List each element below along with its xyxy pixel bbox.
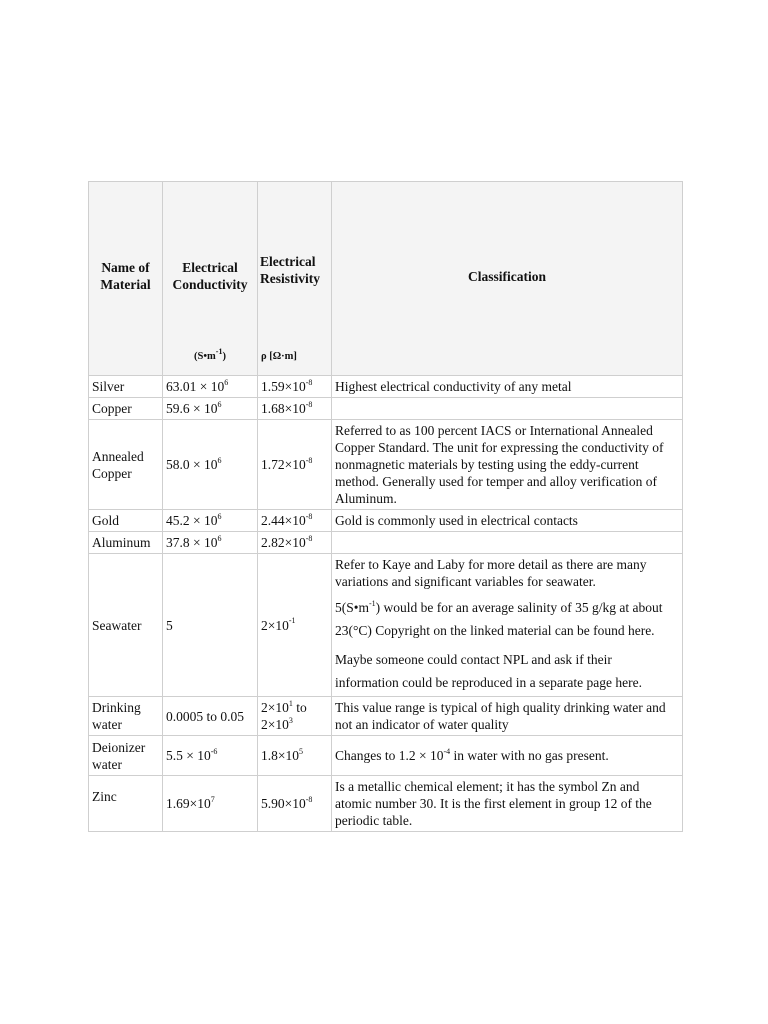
classification-text: Is a metallic chemical element; it has the symbol Zn and atomic number 30. It is the first element in group 12 of the periodic table.: [332, 776, 683, 832]
classification-text: Highest electrical conductivity of any metal: [332, 376, 683, 398]
classification-text: Changes to $1.2 \times 10^{-4}$ in water with no gas present.: [332, 736, 683, 776]
resistivity-value: $1.8\times 10^5$: [258, 736, 332, 776]
classification-text: Gold is commonly used in electrical contacts: [332, 510, 683, 532]
resistivity-value: $1.72\times 10^{-8}$: [258, 420, 332, 510]
resistivity-value: $2\times 10^1$ to $2\times 10^3$: [258, 697, 332, 736]
conductivity-value: $37.8 \times 10^6$: [163, 532, 258, 554]
resistivity-value: $5.90\times 10^{-8}$: [258, 776, 332, 832]
classification-text: [332, 554, 683, 697]
material-name: Aluminum: [89, 532, 163, 554]
material-name: Annealed Copper: [89, 420, 163, 510]
header-classification-label: Classification: [467, 269, 546, 284]
table-row: [89, 510, 683, 532]
classification-paragraph: Maybe someone could contact NPL and ask if their information could be reproduced in a separate page here.: [335, 652, 642, 690]
resistivity-value: $2.82\times 10^{-8}$: [258, 532, 332, 554]
classification-text: This value range is typical of high quality drinking water and not an indicator of water quality: [332, 697, 683, 736]
table-row: [89, 697, 683, 736]
header-resistivity-label: Electrical Resistivity: [260, 254, 320, 286]
conductivity-value: $1.69\times 10^7$: [163, 776, 258, 832]
conductivity-value: $59.6 \times 10^6$: [163, 398, 258, 420]
table-row: [89, 776, 683, 832]
header-conductivity: [163, 182, 258, 376]
conductivity-value: 5: [163, 554, 258, 697]
classification-text: Referred to as 100 percent IACS or International Annealed Copper Standard. The unit for expressing the conductivity of nonmagnetic materials by testing using the eddy-current method. Generally used for temper and alloy verification of Aluminum.: [332, 420, 683, 510]
table-row: [89, 736, 683, 776]
material-name: Zinc: [89, 776, 163, 832]
table-row: [89, 398, 683, 420]
table-row: [89, 376, 683, 398]
table-row: [89, 554, 683, 697]
table-header-row: [89, 182, 683, 376]
header-classification: [332, 182, 683, 376]
resistivity-value: $1.59\times 10^{-8}$: [258, 376, 332, 398]
conductivity-value: $45.2 \times 10^6$: [163, 510, 258, 532]
header-name: [89, 182, 163, 376]
header-conductivity-label: Electrical Conductivity: [172, 260, 248, 292]
material-name: Copper: [89, 398, 163, 420]
header-resistivity-unit: ρ [Ω·m]: [261, 351, 297, 362]
conductivity-table: [88, 181, 683, 832]
header-resistivity: [258, 182, 332, 376]
classification-text: [332, 398, 683, 420]
material-name: Gold: [89, 510, 163, 532]
material-name: Drinking water: [89, 697, 163, 736]
classification-paragraph: Refer to Kaye and Laby for more detail as there are many variations and significant variables for seawater.: [335, 557, 647, 589]
resistivity-value: $2\times 10^{-1}$: [258, 554, 332, 697]
table-row: [89, 420, 683, 510]
material-name: Seawater: [89, 554, 163, 697]
table-row: [89, 532, 683, 554]
header-name-label: Name of Material: [100, 260, 151, 292]
material-name: Silver: [89, 376, 163, 398]
material-name: Deionizer water: [89, 736, 163, 776]
resistivity-value: $1.68\times 10^{-8}$: [258, 398, 332, 420]
conductivity-value: 0.0005 to 0.05: [163, 697, 258, 736]
resistivity-value: $2.44\times 10^{-8}$: [258, 510, 332, 532]
classification-text: [332, 532, 683, 554]
conductivity-value: $63.01 \times 10^6$: [163, 376, 258, 398]
classification-paragraph: $5(S•m^{-1})$ would be for an average salinity of 35 g/kg at about 23(°C) Copyright on the linked material can be found here.: [335, 598, 663, 638]
header-conductivity-unit: $(S•m^{-1})$: [194, 346, 226, 362]
conductivity-value: $5.5 \times 10^{-6}$: [163, 736, 258, 776]
conductivity-value: $58.0 \times 10^6$: [163, 420, 258, 510]
